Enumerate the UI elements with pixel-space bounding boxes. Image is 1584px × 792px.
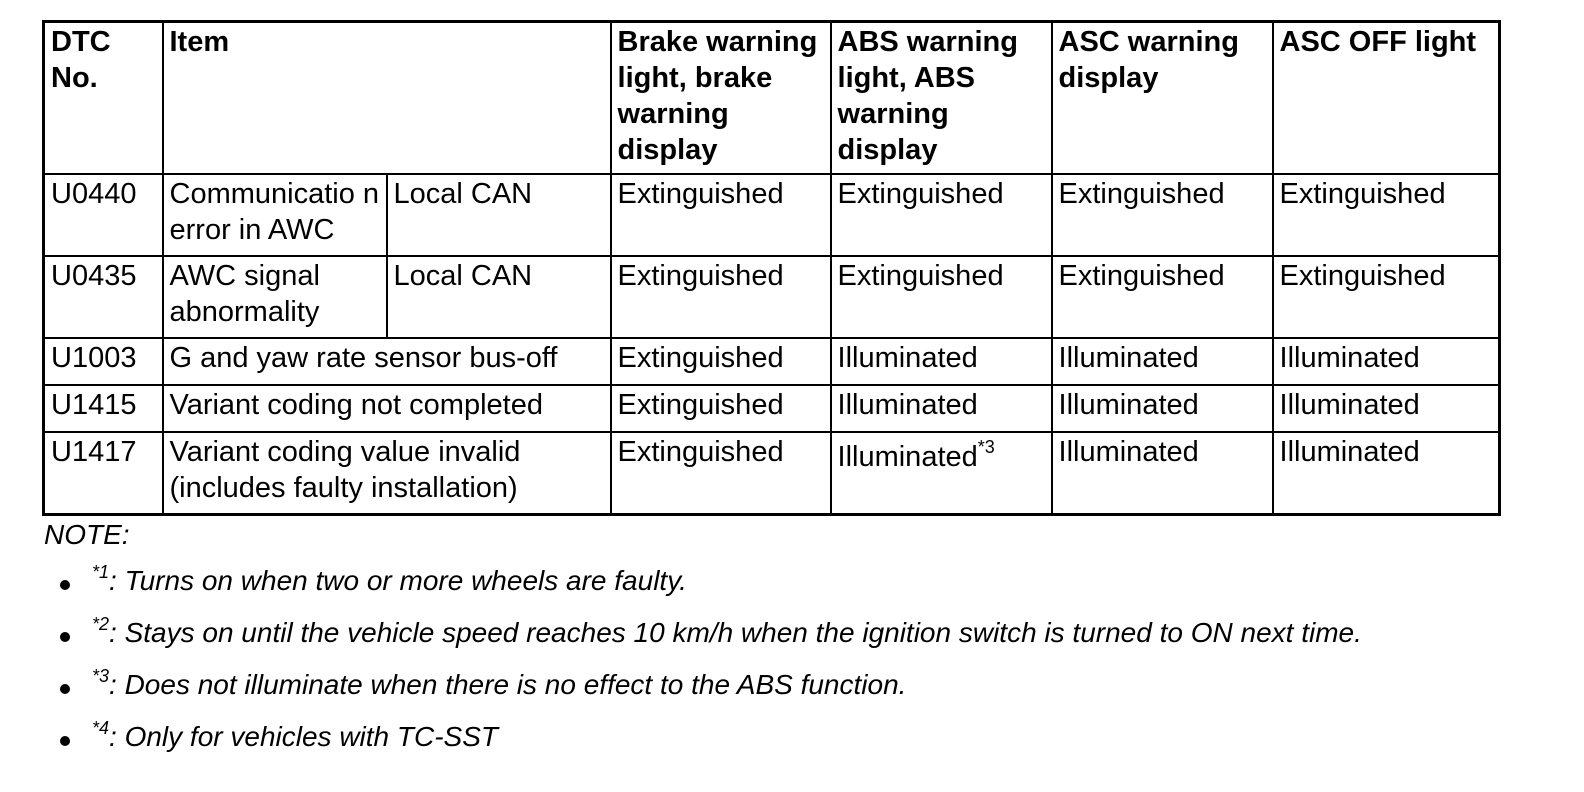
abs-status: Extinguished	[831, 256, 1052, 338]
note-item	[50, 665, 1362, 720]
bullet-icon	[60, 736, 70, 746]
header-item: Item	[163, 22, 611, 175]
note-item	[50, 613, 1362, 668]
asc-off-status: Illuminated	[1273, 338, 1500, 385]
dtc-code: U0435	[44, 256, 163, 338]
abs-status-text: Illuminated	[837, 441, 978, 473]
abs-status	[831, 432, 1052, 515]
note-title: NOTE:	[44, 519, 130, 550]
note-item	[50, 561, 1362, 616]
bullet-icon	[60, 580, 70, 590]
footnote-mark: *4	[92, 717, 110, 738]
table-row	[44, 338, 1500, 385]
brake-status: Extinguished	[611, 174, 831, 256]
asc-off-status: Illuminated	[1273, 385, 1500, 432]
note-item	[50, 717, 1362, 772]
table-row	[44, 174, 1500, 256]
item-sub: Local CAN	[387, 256, 611, 338]
dtc-code: U0440	[44, 174, 163, 256]
asc-status: Illuminated	[1052, 338, 1273, 385]
notes-list	[50, 561, 1362, 772]
header-asc-off-light: ASC OFF light	[1273, 22, 1500, 175]
table-row	[44, 385, 1500, 432]
header-dtc-no: DTC No.	[44, 22, 163, 175]
note-text: : Only for vehicles with TC-SST	[109, 721, 498, 752]
item-name: G and yaw rate sensor bus-off	[163, 338, 611, 385]
table-header-row	[44, 22, 1500, 175]
header-asc-warning: ASC warning display	[1052, 22, 1273, 175]
brake-status: Extinguished	[611, 256, 831, 338]
brake-status: Extinguished	[611, 432, 831, 515]
table-row	[44, 432, 1500, 515]
asc-status: Extinguished	[1052, 174, 1273, 256]
item-name: Communicatio n error in AWC	[163, 174, 387, 256]
asc-status: Illuminated	[1052, 385, 1273, 432]
brake-status: Extinguished	[611, 385, 831, 432]
item-sub: Local CAN	[387, 174, 611, 256]
table-row	[44, 256, 1500, 338]
footnote-mark: *3	[92, 665, 110, 686]
note-text: : Turns on when two or more wheels are faulty.	[109, 565, 687, 596]
asc-off-status: Extinguished	[1273, 256, 1500, 338]
abs-status: Illuminated	[831, 385, 1052, 432]
item-name: AWC signal abnormality	[163, 256, 387, 338]
bullet-icon	[60, 632, 70, 642]
asc-off-status: Extinguished	[1273, 174, 1500, 256]
item-name: Variant coding value invalid (includes faulty installation)	[163, 432, 611, 515]
bullet-icon	[60, 684, 70, 694]
footnote-mark: *3	[977, 437, 995, 458]
note-text: : Stays on until the vehicle speed reaches 10 km/h when the ignition switch is turned to ON next time.	[109, 617, 1362, 648]
header-brake-warning: Brake warning light, brake warning display	[611, 22, 831, 175]
asc-status: Extinguished	[1052, 256, 1273, 338]
header-abs-warning: ABS warning light, ABS warning display	[831, 22, 1052, 175]
abs-status: Illuminated	[831, 338, 1052, 385]
asc-off-status: Illuminated	[1273, 432, 1500, 515]
asc-status: Illuminated	[1052, 432, 1273, 515]
footnote-mark: *1	[92, 561, 110, 582]
brake-status: Extinguished	[611, 338, 831, 385]
dtc-code: U1415	[44, 385, 163, 432]
abs-status: Extinguished	[831, 174, 1052, 256]
footnote-mark: *2	[92, 613, 110, 634]
dtc-table	[42, 20, 1501, 516]
item-name: Variant coding not completed	[163, 385, 611, 432]
note-text: : Does not illuminate when there is no effect to the ABS function.	[109, 669, 907, 700]
dtc-code: U1003	[44, 338, 163, 385]
dtc-code: U1417	[44, 432, 163, 515]
